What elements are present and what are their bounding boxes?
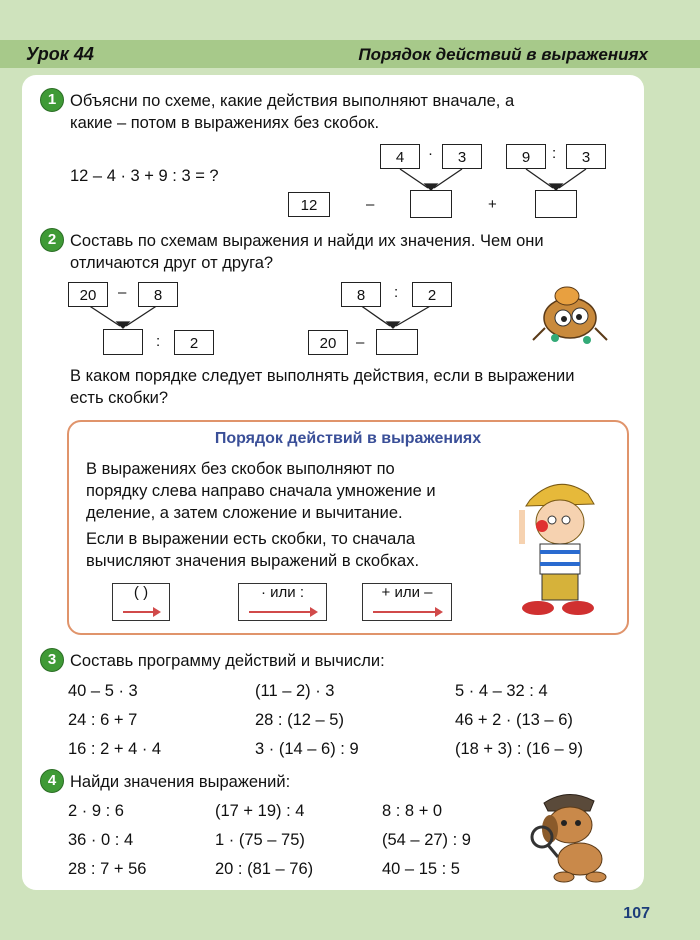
rule-p1-line2: порядку слева направо сначала умножение и xyxy=(86,482,436,500)
scheme3-empty-box xyxy=(376,329,418,355)
flow-step-brackets-label: ( ) xyxy=(133,584,149,601)
task-4-expr: 28 : 7 + 56 xyxy=(68,860,147,878)
scheme1-box-3a: 3 xyxy=(442,144,482,169)
task-1-number: 1 xyxy=(40,88,64,112)
scheme1-box-4: 4 xyxy=(380,144,420,169)
scheme1-box-9: 9 xyxy=(506,144,546,169)
task-4-title: Найди значения выражений: xyxy=(70,773,291,791)
scheme3-box-20: 20 xyxy=(308,330,348,355)
dog-detective-illustration xyxy=(520,785,615,885)
flow-step-brackets xyxy=(112,583,170,621)
task-2-question-line1: В каком порядке следует выполнять действия, если в выражении xyxy=(70,367,575,385)
scheme1-op-mul: · xyxy=(428,145,433,162)
task-2-question-line2: есть скобки? xyxy=(70,389,169,407)
scheme1-box-3b: 3 xyxy=(566,144,606,169)
task-4-expr: 2 · 9 : 6 xyxy=(68,802,124,820)
task-4-expr: 36 · 0 : 4 xyxy=(68,831,134,849)
scheme1-op-plus: + xyxy=(488,196,497,213)
scheme2-box-8: 8 xyxy=(138,282,178,307)
scheme2-empty-box xyxy=(103,329,143,355)
clown-illustration xyxy=(508,470,608,620)
scheme3-op-minus: – xyxy=(356,334,365,351)
task-1-text-line2: какие – потом в выражениях без скобок. xyxy=(70,114,380,132)
scheme2-box-20: 20 xyxy=(68,282,108,307)
task-3-expr: 40 – 5 · 3 xyxy=(68,682,138,700)
task-2-text-line1: Составь по схемам выражения и найди их значения. Чем они xyxy=(70,232,544,250)
task-4-expr: (17 + 19) : 4 xyxy=(215,802,305,820)
scheme2-op-minus: – xyxy=(118,284,127,301)
lesson-number: Урок 44 xyxy=(26,44,94,64)
bug-illustration xyxy=(525,280,615,350)
task-3-expr: 5 · 4 – 32 : 4 xyxy=(455,682,548,700)
flow-step-add-sub xyxy=(362,583,452,621)
task-4-expr: 20 : (81 – 76) xyxy=(215,860,314,878)
scheme3-op-div: : xyxy=(394,284,399,301)
task-4-number: 4 xyxy=(40,769,64,793)
flow-step-mul-div xyxy=(238,583,327,621)
rule-p1-line1: В выражениях без скобок выполняют по xyxy=(86,460,395,478)
task-3-expr: 3 · (14 – 6) : 9 xyxy=(255,740,359,758)
task-1-text-line1: Объясни по схеме, какие действия выполняют вначале, а xyxy=(70,92,515,110)
lesson-topic: Порядок действий в выражениях xyxy=(358,45,648,64)
scheme3-box-8: 8 xyxy=(341,282,381,307)
task-3-expr: 16 : 2 + 4 · 4 xyxy=(68,740,162,758)
rule-p2-line1: Если в выражении есть скобки, то сначала xyxy=(86,530,416,548)
task-3-number: 3 xyxy=(40,648,64,672)
scheme1-op-minus: – xyxy=(366,196,375,213)
task-4-expr: 1 · (75 – 75) xyxy=(215,831,305,849)
scheme3-box-2: 2 xyxy=(412,282,452,307)
scheme2-box-2: 2 xyxy=(174,330,214,355)
page-number: 107 xyxy=(623,905,650,922)
scheme2-op-div: : xyxy=(156,333,161,350)
task-3-expr: 46 + 2 · (13 – 6) xyxy=(455,711,573,729)
task-4-expr: 40 – 15 : 5 xyxy=(382,860,460,878)
rule-p2-line2: вычисляют значения выражений в скобках. xyxy=(86,552,420,570)
task-3-expr: (11 – 2) · 3 xyxy=(255,682,335,700)
scheme1-box-12: 12 xyxy=(288,192,330,217)
flow-step-mul-div-label: · или : xyxy=(260,584,304,601)
task-3-title: Составь программу действий и вычисли: xyxy=(70,652,385,670)
task-4-expr: (54 – 27) : 9 xyxy=(382,831,471,849)
task-4-expr: 8 : 8 + 0 xyxy=(382,802,443,820)
rule-title: Порядок действий в выражениях xyxy=(214,430,482,447)
task-3-expr: (18 + 3) : (16 – 9) xyxy=(455,740,583,758)
flow-step-add-sub-label: + или – xyxy=(381,584,433,601)
scheme1-op-div: : xyxy=(552,145,557,162)
task-3-expr: 24 : 6 + 7 xyxy=(68,711,138,729)
task-1-expression: 12 – 4 · 3 + 9 : 3 = ? xyxy=(70,167,219,185)
task-2-text-line2: отличаются друг от друга? xyxy=(70,254,274,272)
task-3-expr: 28 : (12 – 5) xyxy=(255,711,344,729)
rule-p1-line3: деление, а затем сложение и вычитание. xyxy=(86,504,403,522)
task-2-number: 2 xyxy=(40,228,64,252)
